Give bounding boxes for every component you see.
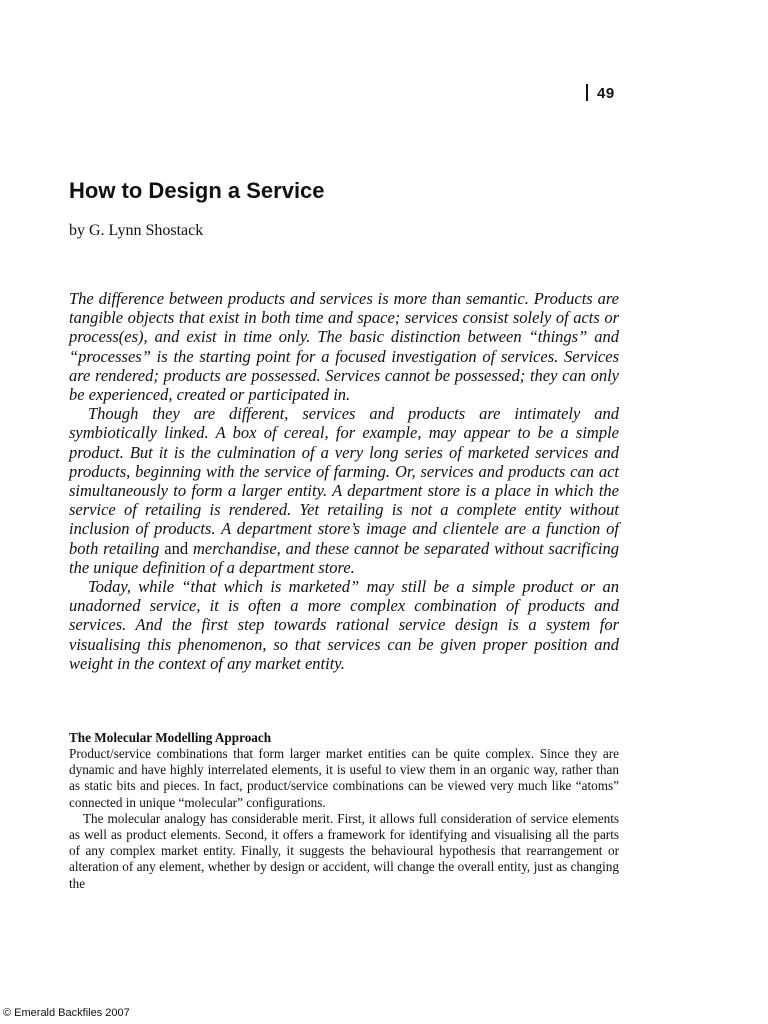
section-molecular-modelling (69, 729, 619, 892)
section-paragraph-2: The molecular analogy has considerable merit. First, it allows full consideration of service elements as well as product elements. Second, it offers a framework for identifying and visualising all the parts of any complex market entity. Finally, it suggests the behavioural hypothesis that rearrangement or alteration of any element, whether by design or accident, will change the overall entity, just as changing the (69, 810, 619, 891)
abstract-paragraph-1: The difference between products and services is more than semantic. Products are tangible objects that exist in both time and space; services consist solely of acts or process(es), and exist in time only. The basic distinction between “things” and “processes” is the starting point for a focused investigation of services. Services are rendered; products are possessed. Services cannot be possessed; they can only be experienced, created or participated in. (69, 289, 619, 405)
copyright-footer: © Emerald Backfiles 2007 (3, 1007, 130, 1019)
section-paragraph-1: Product/service combinations that form larger market entities can be quite complex. Since they are dynamic and have highly interrelated elements, it is useful to view them in an organic way, rather than as static bits and pieces. In fact, product/service combinations can be viewed very much like “atoms” connected in unique “molecular” configurations. (69, 746, 619, 810)
article-abstract (69, 289, 619, 673)
page-number-rule (586, 84, 588, 101)
page-number (586, 84, 615, 102)
section-heading: The Molecular Modelling Approach (69, 730, 272, 745)
page-number-value: 49 (597, 85, 615, 102)
abstract-paragraph-2-part-2: merchandise, and these cannot be separated without sacrificing the unique definition of a department store. (69, 538, 620, 577)
abstract-paragraph-2-part-1: Though they are different, services and products are intimately and symbiotically linked. A box of cereal, for example, may appear to be a simple product. But it is the culmination of a very long series of marketed services and products, beginning with the service of farming. Or, services and products can act simultaneously to form a larger entity. A department store is a place in which the service of retailing is rendered. Yet retailing is not a complete entity without inclusion of products. A department store’s image and clientele are a function of both retailing (69, 404, 619, 558)
abstract-paragraph-2-and: and (164, 538, 189, 558)
article-byline: by G. Lynn Shostack (69, 222, 204, 239)
article-title: How to Design a Service (69, 178, 325, 203)
abstract-paragraph-3: Today, while “that which is marketed” may still be a simple product or an unadorned service, it is often a more complex combination of products and services. And the first step towards rational service design is a system for visualising this phenomenon, so that services can be given proper position and weight in the context of any market entity. (69, 577, 619, 673)
abstract-paragraph-2 (69, 404, 619, 577)
